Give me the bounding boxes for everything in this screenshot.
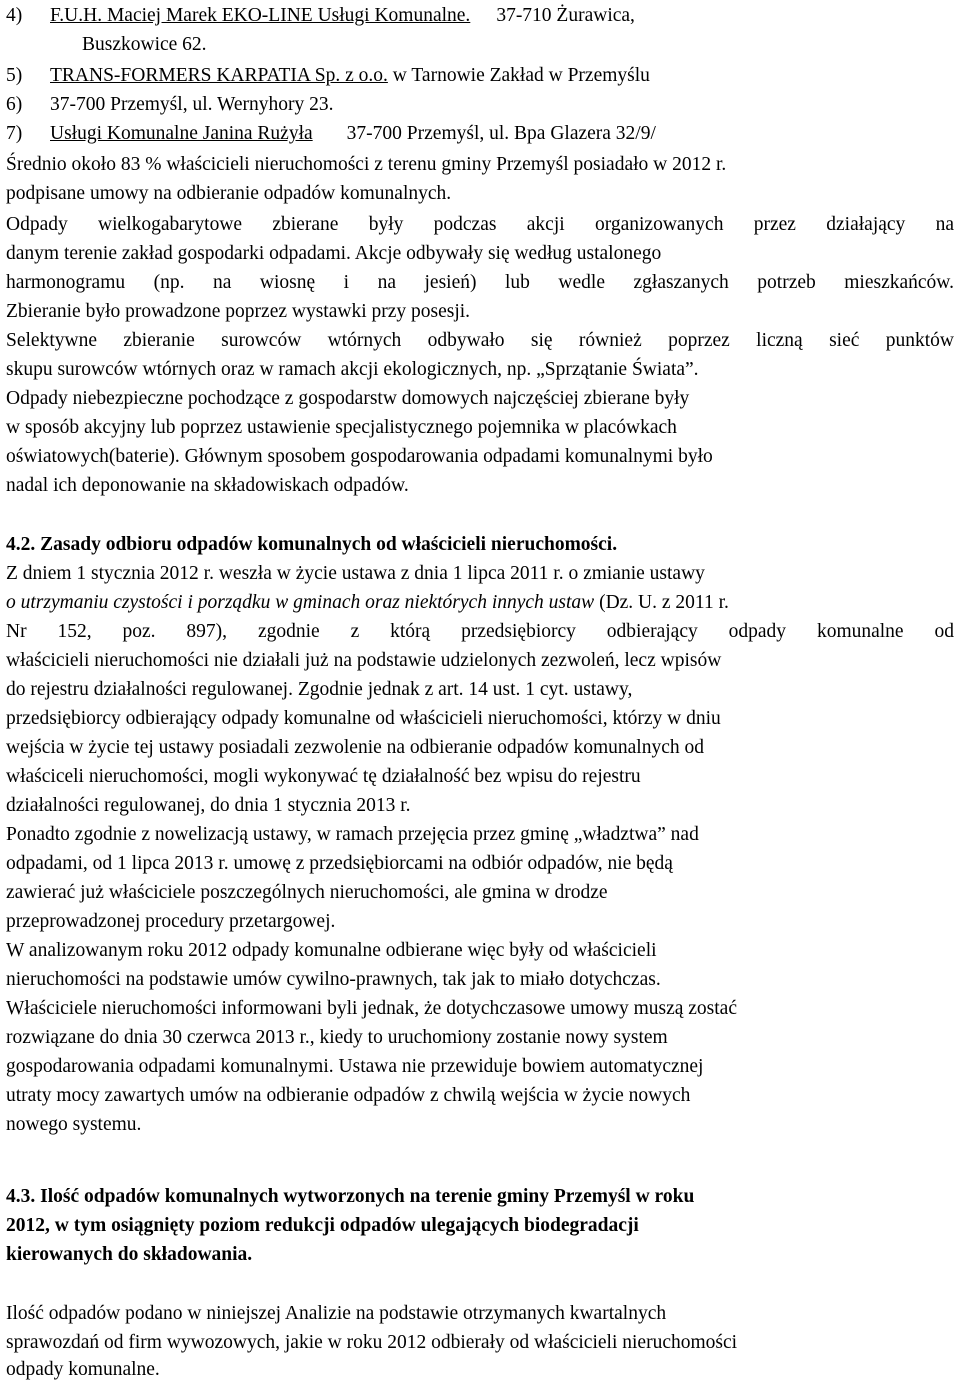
company-address-line2: Buszkowice 62. <box>82 34 207 55</box>
body-line: utraty mocy zawartych umów na odbieranie odpadów z chwilą wejścia w życie nowych <box>6 1085 691 1106</box>
body-line: nieruchomości na podstawie umów cywilno-prawnych, tak jak to miało dotychczas. <box>6 969 661 990</box>
body-line: w sposób akcyjny lub poprzez ustawienie specjalistycznego pojemnika w placówkach <box>6 417 677 438</box>
list-number: 7) <box>6 123 23 144</box>
body-line: rozwiązane do dnia 30 czerwca 2013 r., kiedy to uruchomiony zostanie nowy system <box>6 1027 668 1048</box>
body-line: gospodarowania odpadami komunalnymi. Ustawa nie przewiduje bowiem automatycznej <box>6 1056 704 1077</box>
body-line: oświatowych(baterie). Głównym sposobem gospodarowania odpadami komunalnymi było <box>6 446 713 467</box>
company-address: 37-700 Przemyśl, ul. Wernyhory 23. <box>50 94 334 115</box>
section-heading: 4.2. Zasady odbioru odpadów komunalnych od właścicieli nieruchomości. <box>6 534 618 555</box>
body-line: sprawozdań od firm wywozowych, jakie w roku 2012 odbierały od właścicieli nieruchomości <box>6 1332 738 1353</box>
body-line: Odpady wielkogabarytowe zbierane były podczas akcji organizowanych przez działający na <box>6 214 954 235</box>
list-number: 4) <box>6 5 23 26</box>
body-line: Z dniem 1 stycznia 2012 r. weszła w życie ustawa z dnia 1 lipca 2011 r. o zmianie ustawy <box>6 563 705 584</box>
body-line: Odpady niebezpieczne pochodzące z gospodarstw domowych najczęściej zbierane były <box>6 388 690 409</box>
body-line: harmonogramu (np. na wiosnę i na jesień) lub wedle zgłaszanych potrzeb mieszkańców. <box>6 272 954 293</box>
body-line: odpady komunalne. <box>6 1359 160 1380</box>
company-name-link[interactable]: Usługi Komunalne Janina Rużyła <box>50 123 313 144</box>
body-line: odpadami, od 1 lipca 2013 r. umowę z przedsiębiorcami na odbiór odpadów, nie będą <box>6 853 673 874</box>
body-line <box>6 588 954 617</box>
body-line: nowego systemu. <box>6 1114 142 1135</box>
body-line: Właściciele nieruchomości informowani byli jednak, że dotychczasowe umowy muszą zostać <box>6 998 737 1019</box>
list-number: 5) <box>6 65 23 86</box>
body-line: działalności regulowanej, do dnia 1 stycznia 2013 r. <box>6 795 411 816</box>
company-address: 37-700 Przemyśl, ul. Bpa Glazera 32/9/ <box>346 123 656 144</box>
company-name-link[interactable]: F.U.H. Maciej Marek EKO-LINE Usługi Komunalne. <box>50 5 471 26</box>
body-line: skupu surowców wtórnych oraz w ramach akcji ekologicznych, np. „Sprzątanie Świata”. <box>6 359 699 380</box>
body-line: Ponadto zgodnie z nowelizacją ustawy, w ramach przejęcia przez gminę „władztwa” nad <box>6 824 699 845</box>
list-item-6 <box>6 90 954 119</box>
list-item-5 <box>6 61 954 90</box>
body-line: nadal ich deponowanie na składowiskach odpadów. <box>6 475 409 496</box>
law-title: o utrzymaniu czystości i porządku w gminach oraz niektórych innych ustaw <box>6 592 595 613</box>
section-heading: 4.3. Ilość odpadów komunalnych wytworzonych na terenie gminy Przemyśl w roku <box>6 1186 695 1207</box>
body-line: danym terenie zakład gospodarki odpadami. Akcje odbywały się według ustalonego <box>6 243 662 264</box>
body-line: Ilość odpadów podano w niniejszej Analizie na podstawie otrzymanych kwartalnych <box>6 1303 667 1324</box>
section-heading: kierowanych do składowania. <box>6 1244 253 1265</box>
body-line: do rejestru działalności regulowanej. Zgodnie jednak z art. 14 ust. 1 cyt. ustawy, <box>6 679 633 700</box>
company-address: w Tarnowie Zakład w Przemyślu <box>392 65 650 86</box>
body-line: przeprowadzonej procedury przetargowej. <box>6 911 336 932</box>
body-line: Średnio około 83 % właścicieli nieruchomości z terenu gminy Przemyśl posiadało w 2012 r. <box>6 154 727 175</box>
company-name-link[interactable]: TRANS-FORMERS KARPATIA Sp. z o.o. <box>50 65 388 86</box>
body-line: Nr 152, poz. 897), zgodnie z którą przedsiębiorcy odbierający odpady komunalne od <box>6 621 954 642</box>
body-line: zawierać już właściciele poszczególnych nieruchomości, ale gmina w drodze <box>6 882 608 903</box>
list-item-7 <box>6 119 954 148</box>
law-reference: (Dz. U. z 2011 r. <box>594 592 729 613</box>
body-line: przedsiębiorcy odbierający odpady komunalne od właścicieli nieruchomości, którzy w dniu <box>6 708 721 729</box>
body-line: właścicieli nieruchomości nie działali już na podstawie udzielonych zezwoleń, lecz wpisów <box>6 650 722 671</box>
section-heading: 2012, w tym osiągnięty poziom redukcji odpadów ulegających biodegradacji <box>6 1215 639 1236</box>
list-number: 6) <box>6 94 23 115</box>
body-line: wejścia w życie tej ustawy posiadali zezwolenie na odbieranie odpadów komunalnych od <box>6 737 704 758</box>
body-line: Zbieranie było prowadzone poprzez wystawki przy posesji. <box>6 301 471 322</box>
company-address: 37-710 Żurawica, <box>496 5 635 26</box>
list-item-4-address <box>82 30 954 59</box>
body-line: W analizowanym roku 2012 odpady komunalne odbierane więc były od właścicieli <box>6 940 657 961</box>
body-line: właściceli nieruchomości, mogli wykonywać tę działalność bez wpisu do rejestru <box>6 766 641 787</box>
body-line: Selektywne zbieranie surowców wtórnych odbywało się również poprzez liczną sieć punktów <box>6 330 954 351</box>
body-line: podpisane umowy na odbieranie odpadów komunalnych. <box>6 183 452 204</box>
list-item-4 <box>6 1 954 30</box>
